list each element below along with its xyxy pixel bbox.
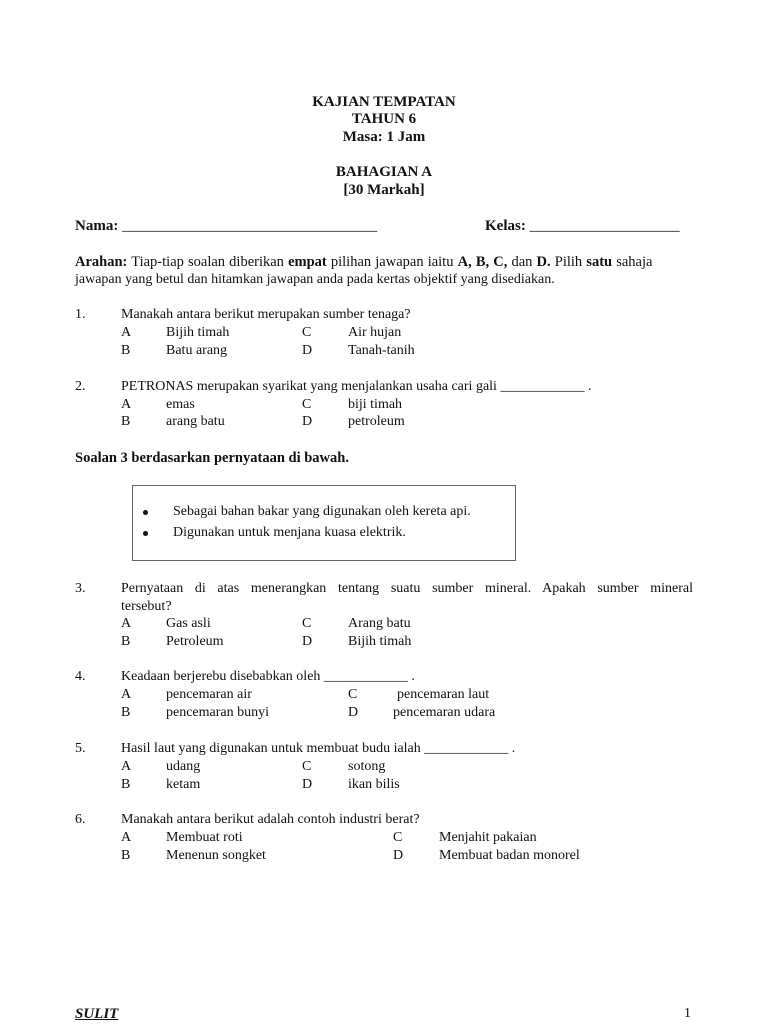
bullet-icon [143, 531, 148, 536]
stimulus-bullet: Digunakan untuk menjana kuasa elektrik. [173, 525, 406, 540]
marks-title: [30 Markah] [343, 182, 425, 198]
section-title: BAHAGIAN A [335, 164, 433, 180]
option-letter: B [121, 634, 131, 649]
instructions-label: Arahan: [75, 254, 128, 270]
option-c: Air hujan [348, 325, 402, 340]
instructions-bold: D. [536, 254, 551, 270]
option-letter: C [302, 759, 312, 774]
instructions-text: sahaja [616, 254, 653, 270]
option-letter: D [302, 777, 313, 792]
option-a: udang [166, 759, 201, 774]
option-b: Batu arang [166, 343, 228, 358]
name-label: Nama: [75, 218, 119, 234]
option-letter: A [121, 687, 132, 702]
question-text: PETRONAS merupakan syarikat yang menjalankan usaha cari gali ____________ . [121, 379, 592, 394]
option-d: petroleum [348, 414, 405, 429]
instructions-line-1 [75, 254, 695, 271]
option-letter: A [121, 830, 132, 845]
option-letter: A [121, 759, 132, 774]
option-letter: B [121, 414, 131, 429]
option-d: ikan bilis [348, 777, 400, 792]
question-text-cont: tersebut? [121, 599, 172, 614]
time-title: Masa: 1 Jam [342, 129, 426, 145]
option-letter: B [121, 705, 131, 720]
class-line: ____________________ [529, 218, 680, 234]
option-letter: C [302, 325, 312, 340]
option-b: Petroleum [166, 634, 224, 649]
option-a: Bijih timah [166, 325, 230, 340]
year-title: TAHUN 6 [351, 111, 417, 127]
stimulus-bullet: Sebagai bahan bakar yang digunakan oleh kereta api. [173, 504, 471, 519]
question-text: Manakah antara berikut adalah contoh industri berat? [121, 812, 420, 827]
option-letter: A [121, 397, 132, 412]
option-d: Membuat badan monorel [439, 848, 580, 863]
footer-sulit: SULIT [75, 1006, 119, 1022]
option-c: sotong [348, 759, 386, 774]
question-number: 1. [75, 307, 86, 322]
name-line: __________________________________ [122, 218, 378, 234]
stimulus-box [132, 485, 516, 561]
option-c: biji timah [348, 397, 403, 412]
question-text: Pernyataan di atas menerangkan tentang suatu sumber mineral. Apakah sumber mineral [121, 581, 693, 596]
question-number: 3. [75, 581, 86, 596]
option-c: Menjahit pakaian [439, 830, 537, 845]
option-b: arang batu [166, 414, 225, 429]
question-text: Keadaan berjerebu disebabkan oleh ____________ . [121, 669, 415, 684]
option-c: Arang batu [348, 616, 411, 631]
page-number: 1 [684, 1006, 691, 1021]
option-letter: D [302, 634, 313, 649]
bullet-icon [143, 510, 148, 515]
option-letter: C [302, 616, 312, 631]
option-letter: B [121, 777, 131, 792]
option-a: Membuat roti [166, 830, 243, 845]
option-d: Bijih timah [348, 634, 412, 649]
stimulus-heading: Soalan 3 berdasarkan pernyataan di bawah. [75, 450, 349, 466]
option-letter: C [348, 687, 358, 702]
option-letter: D [302, 343, 313, 358]
instructions-bold: A, B, C, [457, 254, 508, 270]
option-b: pencemaran bunyi [166, 705, 270, 720]
instructions-text: dan [511, 254, 533, 270]
class-label: Kelas: [485, 218, 526, 234]
question-number: 2. [75, 379, 86, 394]
instructions-text: Tiap-tiap soalan diberikan [131, 254, 284, 270]
instructions-text: Pilih [554, 254, 583, 270]
option-d: Tanah-tanih [348, 343, 415, 358]
question-number: 6. [75, 812, 86, 827]
option-letter: B [121, 848, 131, 863]
option-letter: D [302, 414, 313, 429]
option-letter: D [393, 848, 404, 863]
instructions-bold: satu [586, 254, 613, 270]
class-field [485, 218, 680, 235]
option-a: pencemaran air [166, 687, 252, 702]
question-number: 5. [75, 741, 86, 756]
option-b: Menenun songket [166, 848, 266, 863]
subject-title: KAJIAN TEMPATAN [312, 94, 456, 110]
option-d: pencemaran udara [393, 705, 496, 720]
question-text: Manakah antara berikut merupakan sumber tenaga? [121, 307, 411, 322]
question-number: 4. [75, 669, 86, 684]
option-a: Gas asli [166, 616, 211, 631]
instructions-text: pilihan jawapan iaitu [330, 254, 454, 270]
option-letter: C [393, 830, 403, 845]
option-letter: C [302, 397, 312, 412]
option-a: emas [166, 397, 195, 412]
name-field [75, 218, 377, 235]
option-letter: B [121, 343, 131, 358]
option-letter: D [348, 705, 359, 720]
instructions-bold: empat [288, 254, 327, 270]
option-b: ketam [166, 777, 201, 792]
instructions-line-2: jawapan yang betul dan hitamkan jawapan anda pada kertas objektif yang disediakan. [75, 272, 555, 287]
question-text: Hasil laut yang digunakan untuk membuat budu ialah ____________ . [121, 741, 516, 756]
option-letter: A [121, 616, 132, 631]
option-letter: A [121, 325, 132, 340]
option-c: pencemaran laut [397, 687, 490, 702]
